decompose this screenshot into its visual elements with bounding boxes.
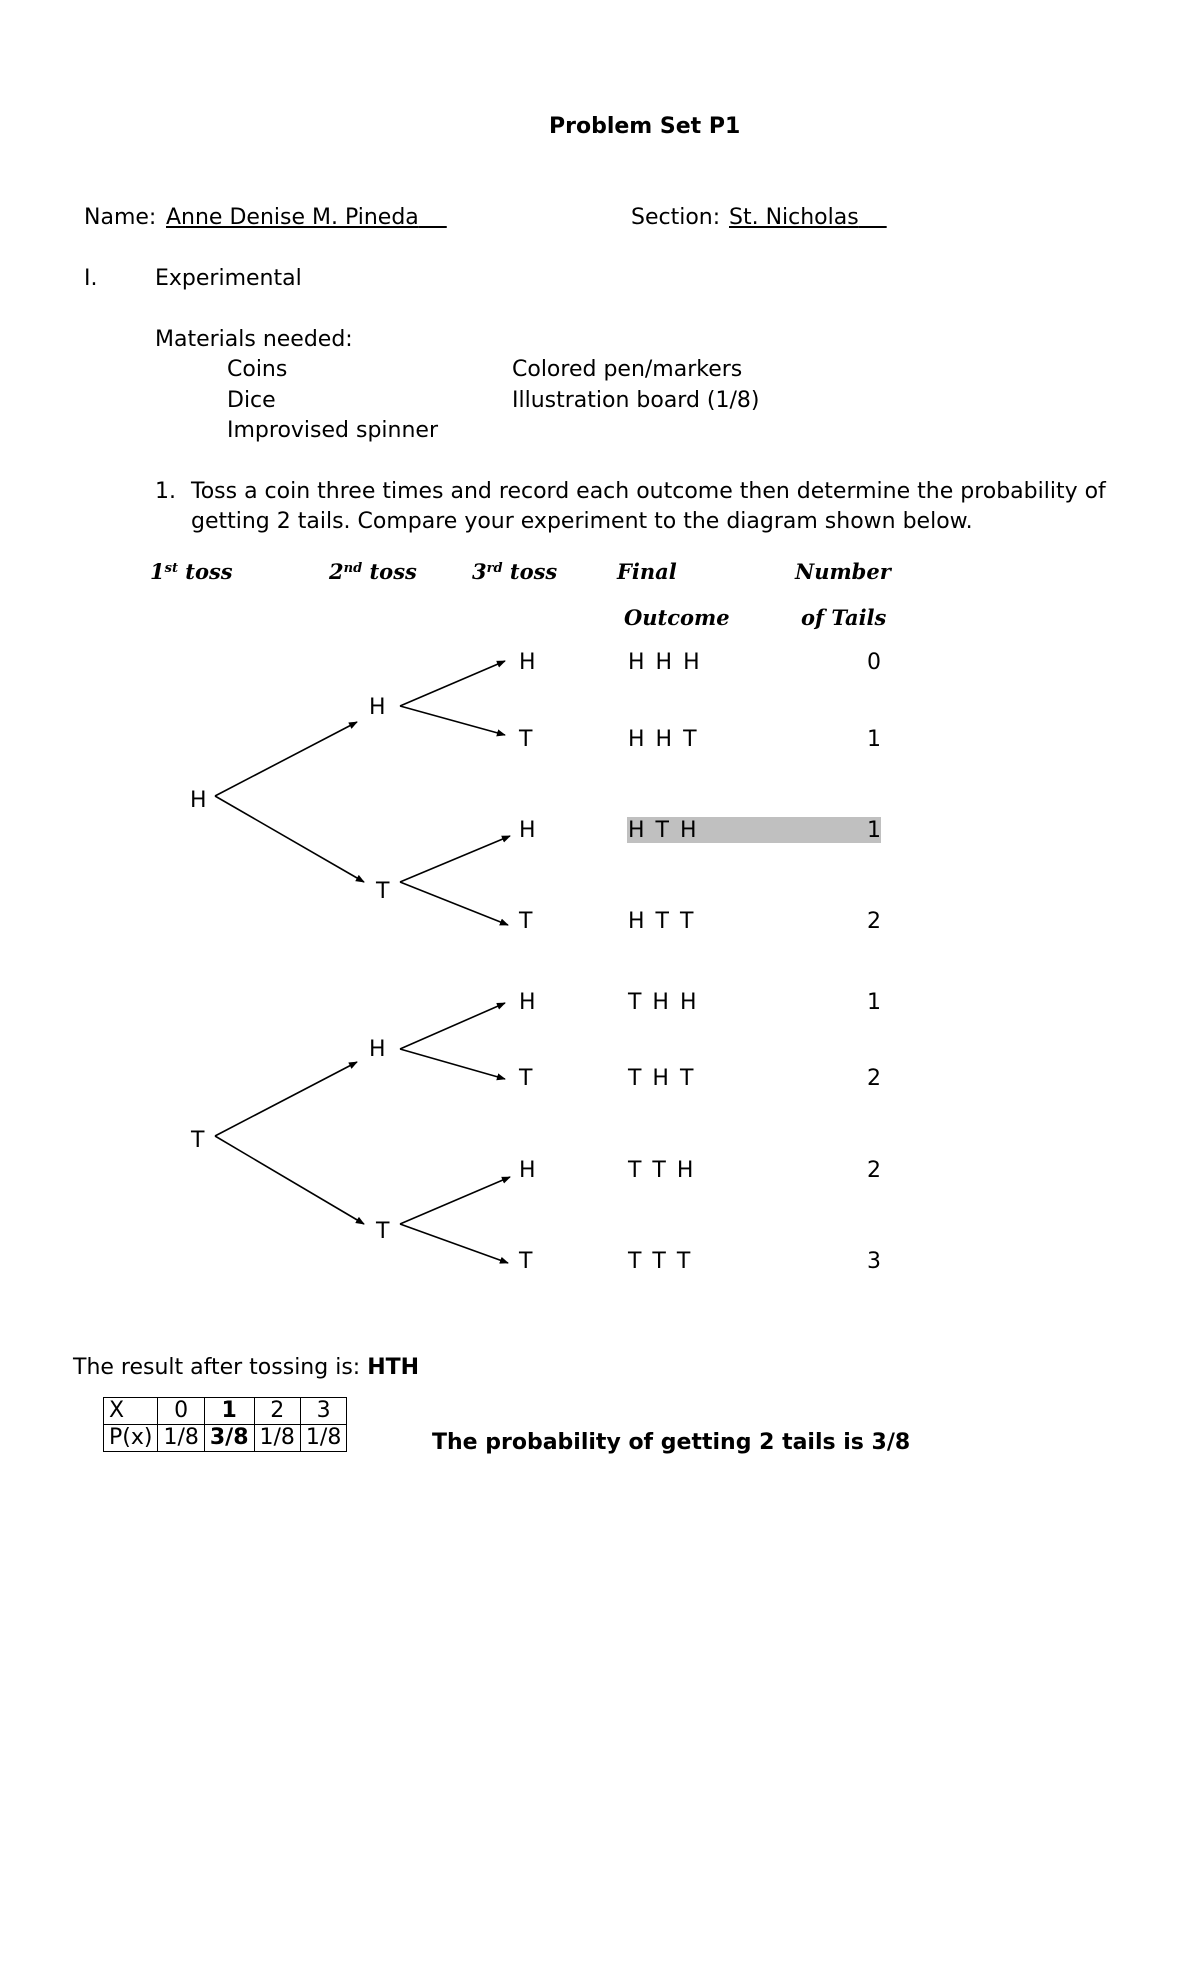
header-toss-3: 3rd toss — [472, 559, 558, 584]
header-number: Number — [795, 559, 891, 584]
branch-line — [400, 1177, 510, 1224]
table-row — [104, 1398, 347, 1425]
outcome-value: H H H — [628, 650, 700, 675]
outcome-value: T H T — [628, 1066, 694, 1091]
branch-line — [400, 1003, 505, 1049]
x-value: 1 — [204, 1398, 254, 1425]
branch-line — [215, 1062, 357, 1136]
page-title: Problem Set P1 — [549, 114, 741, 139]
part-title: Experimental — [155, 266, 302, 291]
branch-line — [215, 722, 357, 796]
materials-label: Materials needed: — [155, 327, 353, 352]
outcome-value: T H H — [628, 990, 697, 1015]
tree-node-l1: H — [190, 788, 207, 813]
p-label: P(x) — [104, 1425, 158, 1452]
name-label: Name: — [84, 205, 157, 230]
table-row — [104, 1425, 347, 1452]
p-value: 3/8 — [204, 1425, 254, 1452]
material-coins: Coins — [227, 357, 288, 382]
result-value: HTH — [367, 1355, 420, 1380]
result-label: The result after tossing is: — [73, 1355, 361, 1380]
header-toss-2: 2nd toss — [329, 559, 417, 584]
tree-node-l3: H — [519, 990, 536, 1015]
header-of-tails: of Tails — [801, 605, 887, 630]
x-value: 0 — [158, 1398, 204, 1425]
conclusion: The probability of getting 2 tails is 3/8 — [432, 1430, 911, 1455]
header-final: Final — [617, 559, 677, 584]
result-statement — [73, 1357, 419, 1379]
outcome-value: H T H — [628, 818, 697, 843]
material-spinner: Improvised spinner — [227, 418, 438, 443]
instruction-number: 1. — [155, 479, 176, 504]
tails-count: 1 — [867, 818, 881, 843]
tree-node-l1: T — [191, 1128, 205, 1153]
header-toss-1: 1st toss — [150, 559, 233, 584]
x-value: 2 — [254, 1398, 300, 1425]
tree-node-l3: T — [519, 909, 533, 934]
tree-node-l3: T — [519, 1249, 533, 1274]
branch-line — [400, 661, 505, 706]
tree-node-l3: H — [519, 818, 536, 843]
header-outcome: Outcome — [624, 605, 730, 630]
tails-count: 2 — [867, 1158, 881, 1183]
name-value: Anne Denise M. Pineda — [166, 205, 419, 230]
material-pens: Colored pen/markers — [512, 357, 743, 382]
tails-count: 1 — [867, 727, 881, 752]
tree-node-l3: T — [519, 1066, 533, 1091]
x-label: X — [104, 1398, 158, 1425]
probability-table — [103, 1397, 347, 1452]
p-value: 1/8 — [158, 1425, 204, 1452]
tree-node-l3: T — [519, 727, 533, 752]
tree-node-l2: T — [376, 1219, 390, 1244]
instruction-line-1: Toss a coin three times and record each outcome then determine the probability of — [191, 479, 1106, 504]
p-value: 1/8 — [300, 1425, 346, 1452]
tails-count: 2 — [867, 909, 881, 934]
outcome-value: T T H — [628, 1158, 694, 1183]
part-numeral: I. — [84, 266, 98, 291]
p-value: 1/8 — [254, 1425, 300, 1452]
tails-count: 1 — [867, 990, 881, 1015]
branch-line — [215, 1136, 364, 1224]
tree-node-l2: H — [369, 695, 386, 720]
branch-line — [400, 706, 505, 735]
outcome-value: H T T — [628, 909, 694, 934]
tree-node-l2: H — [369, 1037, 386, 1062]
tree-node-l3: H — [519, 1158, 536, 1183]
branch-line — [400, 882, 508, 925]
section-label: Section: — [631, 205, 721, 230]
tails-count: 3 — [867, 1249, 881, 1274]
x-value: 3 — [300, 1398, 346, 1425]
outcome-value: T T T — [628, 1249, 691, 1274]
branch-line — [215, 796, 364, 882]
outcome-value: H H T — [628, 727, 697, 752]
material-dice: Dice — [227, 388, 276, 413]
branch-line — [400, 1049, 505, 1079]
section-value: St. Nicholas — [729, 205, 859, 230]
branch-line — [400, 1224, 508, 1263]
tree-node-l3: H — [519, 650, 536, 675]
branch-line — [400, 836, 510, 882]
tree-node-l2: T — [376, 879, 390, 904]
tails-count: 2 — [867, 1066, 881, 1091]
instruction-line-2: getting 2 tails. Compare your experiment to the diagram shown below. — [191, 509, 973, 534]
material-board: Illustration board (1/8) — [512, 388, 760, 413]
tails-count: 0 — [867, 650, 881, 675]
